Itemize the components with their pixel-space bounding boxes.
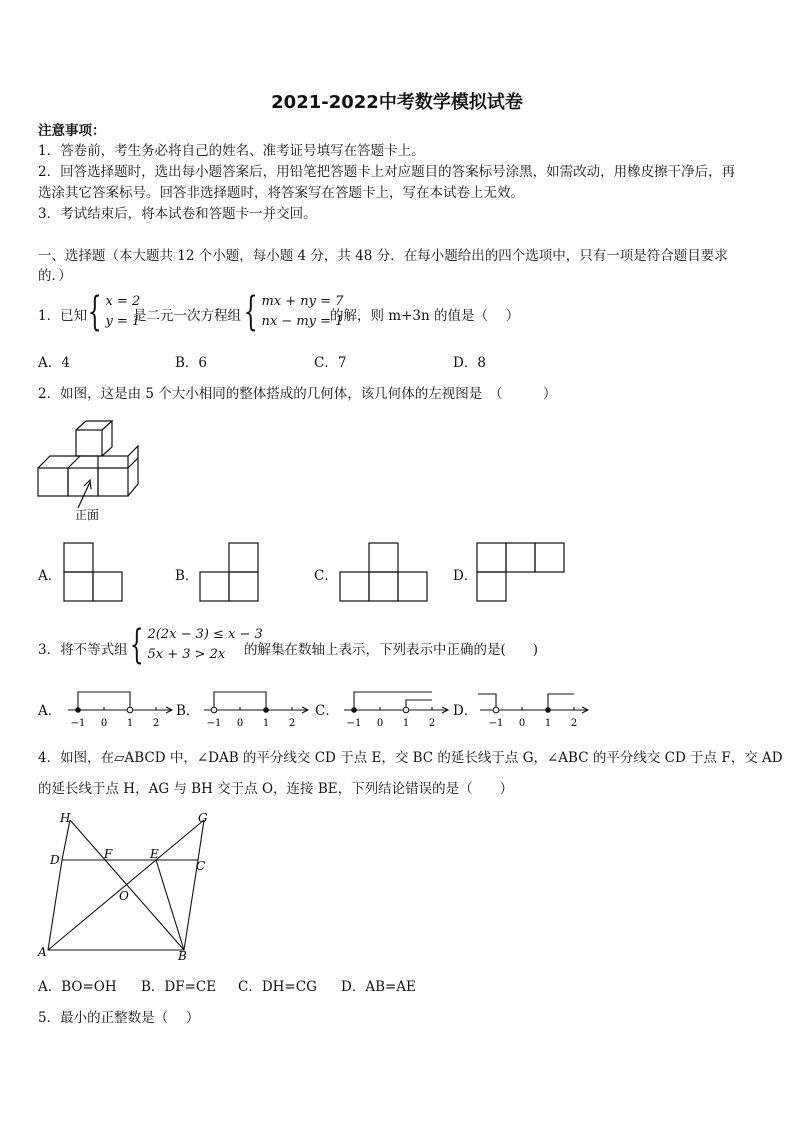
tick-label: 2 [288, 718, 296, 729]
q5-question: 5．最小的正整数是（ ） [38, 1010, 200, 1026]
option-b[interactable]: B． [175, 568, 199, 584]
option-b[interactable]: B．6 [175, 355, 208, 371]
system-line: mx + ny = 7 [261, 294, 344, 309]
section-heading-cont: 的．） [38, 268, 72, 284]
option-b[interactable]: B．DF=CE [141, 979, 217, 995]
option-c-view [340, 543, 428, 603]
system-line: x = 2 [105, 294, 141, 309]
option-a[interactable]: A． [38, 703, 62, 719]
option-d[interactable]: D． [453, 703, 478, 719]
tick-label: 1 [262, 718, 270, 729]
option-c[interactable]: C．7 [314, 355, 347, 371]
option-d[interactable]: D．AB=AE [341, 979, 416, 995]
option-c[interactable]: C．DH=CG [238, 979, 317, 995]
point-label-e: E [150, 847, 159, 861]
q1-solution-system: { x = 2 y = 1 [87, 289, 141, 335]
q4-parallelogram-figure [36, 810, 220, 966]
option-b-view [200, 543, 260, 603]
option-b[interactable]: B． [176, 703, 200, 719]
q2-solid-figure [30, 418, 150, 528]
tick-label: 1 [126, 718, 134, 729]
option-a[interactable]: A． [38, 568, 62, 584]
q3-suffix: 的解集在数轴上表示，下列表示中正确的是( ) [244, 642, 539, 658]
point-label-f: F [104, 847, 113, 861]
notice-item: 1．答卷前，考生务必将自己的姓名、准考证号填写在答题卡上。 [38, 143, 425, 159]
q1-prefix: 1．已知 [38, 308, 88, 324]
point-label-b: B [178, 949, 187, 963]
tick-label: −1 [70, 718, 86, 729]
q3-inequality-system: { 2(2x − 3) ≤ x − 3 5x + 3 > 2x [129, 622, 263, 668]
point-label-h: H [60, 811, 71, 825]
notice-item: 选涂其它答案标号。回答非选择题时，将答案写在答题卡上，写在本试卷上无效。 [38, 185, 524, 201]
q4-question-cont: 的延长线于点 H，AG 与 BH 交于点 O，连接 BE，下列结论错误的是（ ） [38, 781, 514, 797]
tick-label: −1 [488, 718, 504, 729]
point-label-d: D [50, 853, 60, 867]
q2-question: 2．如图，这是由 5 个大小相同的整体搭成的几何体，该几何体的左视图是 （ ） [38, 386, 557, 402]
section-heading: 一、选择题（本大题共 12 个小题，每小题 4 分，共 48 分．在每小题给出的四个选项中，只有一项是符合题目要求 [38, 248, 728, 264]
notice-item: 2．回答选择题时，选出每小题答案后，用铅笔把答题卡上对应题目的答案标号涂黑，如需改动，用橡皮擦干净后，再 [38, 164, 736, 180]
tick-label: 2 [570, 718, 578, 729]
point-label-o: O [119, 889, 129, 903]
option-a-view [64, 543, 124, 603]
option-a-number-line [64, 688, 174, 732]
front-label: 正面 [75, 508, 100, 522]
option-c[interactable]: C． [315, 703, 339, 719]
q1-equation-system: { mx + ny = 7 nx − my = 1 [243, 289, 344, 335]
notice-item: 3．考试结束后，将本试卷和答题卡一并交回。 [38, 206, 317, 222]
system-line: 5x + 3 > 2x [147, 647, 226, 662]
point-label-c: C [196, 859, 206, 873]
point-label-a: A [38, 945, 47, 959]
tick-label: 1 [544, 718, 552, 729]
option-d[interactable]: D．8 [453, 355, 486, 371]
tick-label: 2 [152, 718, 160, 729]
tick-label: 2 [428, 718, 436, 729]
tick-label: −1 [346, 718, 362, 729]
option-c-number-line [340, 688, 450, 732]
tick-label: 0 [236, 718, 244, 729]
option-a[interactable]: A．BO=OH [38, 979, 117, 995]
option-d-number-line [476, 688, 592, 732]
option-b-number-line [200, 688, 310, 732]
notice-heading: 注意事项： [38, 123, 106, 139]
system-line: 2(2x − 3) ≤ x − 3 [147, 627, 263, 642]
system-line: y = 1 [105, 314, 141, 329]
page-title: 2021-2022中考数学模拟试卷 [271, 92, 523, 113]
option-c[interactable]: C． [314, 568, 338, 584]
system-line: nx − my = 1 [261, 314, 344, 329]
tick-label: −1 [206, 718, 222, 729]
tick-label: 1 [402, 718, 410, 729]
q4-question: 4．如图，在▱ABCD 中，∠DAB 的平分线交 CD 于点 E，交 BC 的延长线于点 G，∠ABC 的平分线交 CD 于点 F，交 AD [38, 750, 783, 766]
tick-label: 0 [518, 718, 526, 729]
option-d-view [477, 543, 567, 603]
q1-middle-text: 是二元一次方程组 [133, 308, 241, 324]
option-d[interactable]: D． [453, 568, 478, 584]
tick-label: 0 [376, 718, 384, 729]
q3-prefix: 3．将不等式组 [38, 642, 128, 658]
q1-suffix: 的解，则 m+3n 的值是（ ） [330, 308, 520, 324]
option-a[interactable]: A．4 [38, 355, 70, 371]
point-label-g: G [198, 811, 208, 825]
tick-label: 0 [100, 718, 108, 729]
